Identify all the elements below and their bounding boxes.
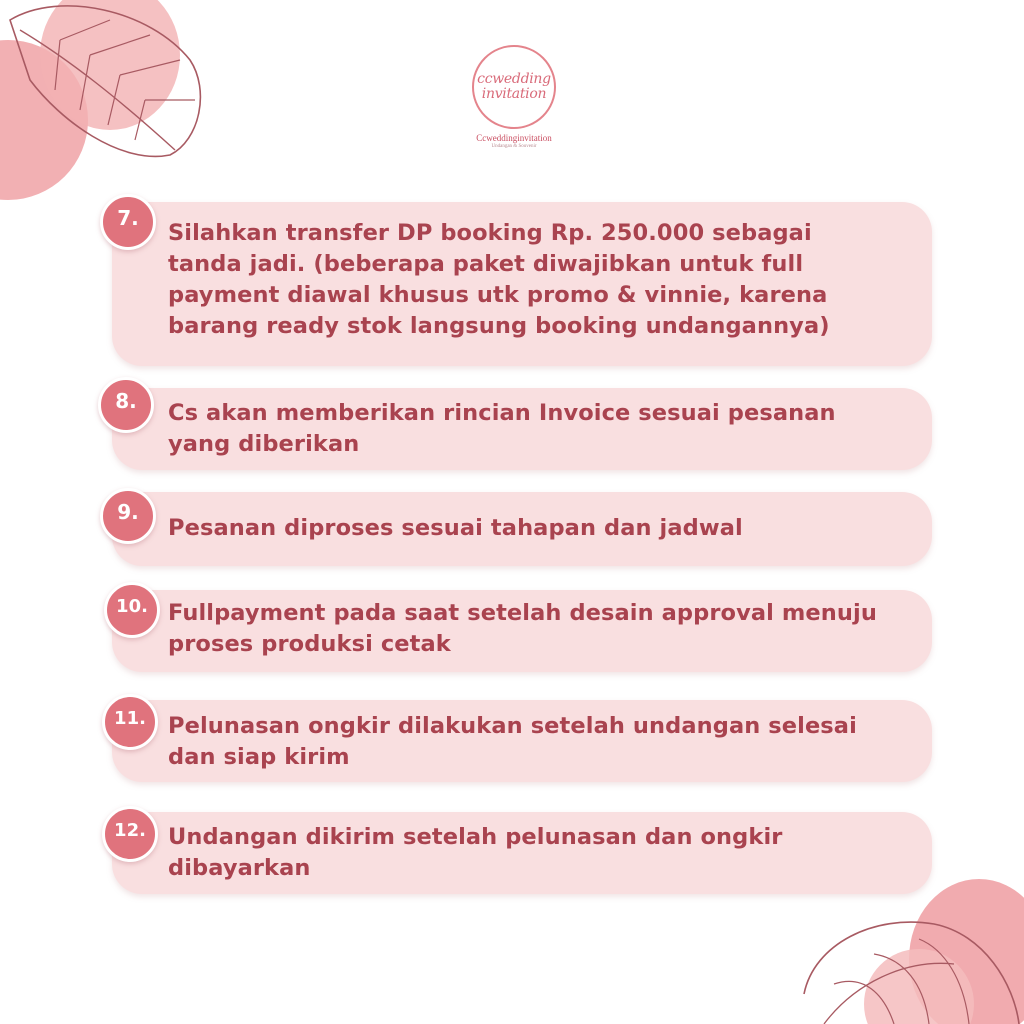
step-number-badge: 10. — [104, 582, 160, 638]
leaf-decoration-top-left — [0, 0, 240, 210]
step-text: Undangan dikirim setelah pelunasan dan ongkir dibayarkan — [168, 824, 783, 881]
step-number-badge: 8. — [98, 377, 154, 433]
step-number-badge: 9. — [100, 488, 156, 544]
brand-tagline: Undangan & Souvenir — [491, 144, 537, 149]
step-text: Silahkan transfer DP booking Rp. 250.000 sebagai tanda jadi. (beberapa paket diwajibkan untuk full payment diawal khusus utk promo & vinnie, karena barang ready stok langsung booking undangannya) — [168, 220, 830, 339]
step-number-badge: 12. — [102, 806, 158, 862]
step-text: Fullpayment pada saat setelah desain approval menuju proses produksi cetak — [168, 600, 877, 657]
brand-name: Ccweddinginvitation — [476, 133, 552, 143]
step-text: Cs akan memberikan rincian Invoice sesuai pesanan yang diberikan — [168, 400, 836, 457]
step-number-badge: 7. — [100, 194, 156, 250]
logo-script-text: ccwedding invitation — [477, 71, 551, 102]
brand-logo — [466, 45, 562, 149]
step-text: Pelunasan ongkir dilakukan setelah undangan selesai dan siap kirim — [168, 713, 857, 770]
step-text: Pesanan diproses sesuai tahapan dan jadwal — [168, 515, 743, 541]
step-number-badge: 11. — [102, 694, 158, 750]
leaf-decoration-bottom-right — [794, 874, 1024, 1024]
logo-badge — [472, 45, 556, 129]
